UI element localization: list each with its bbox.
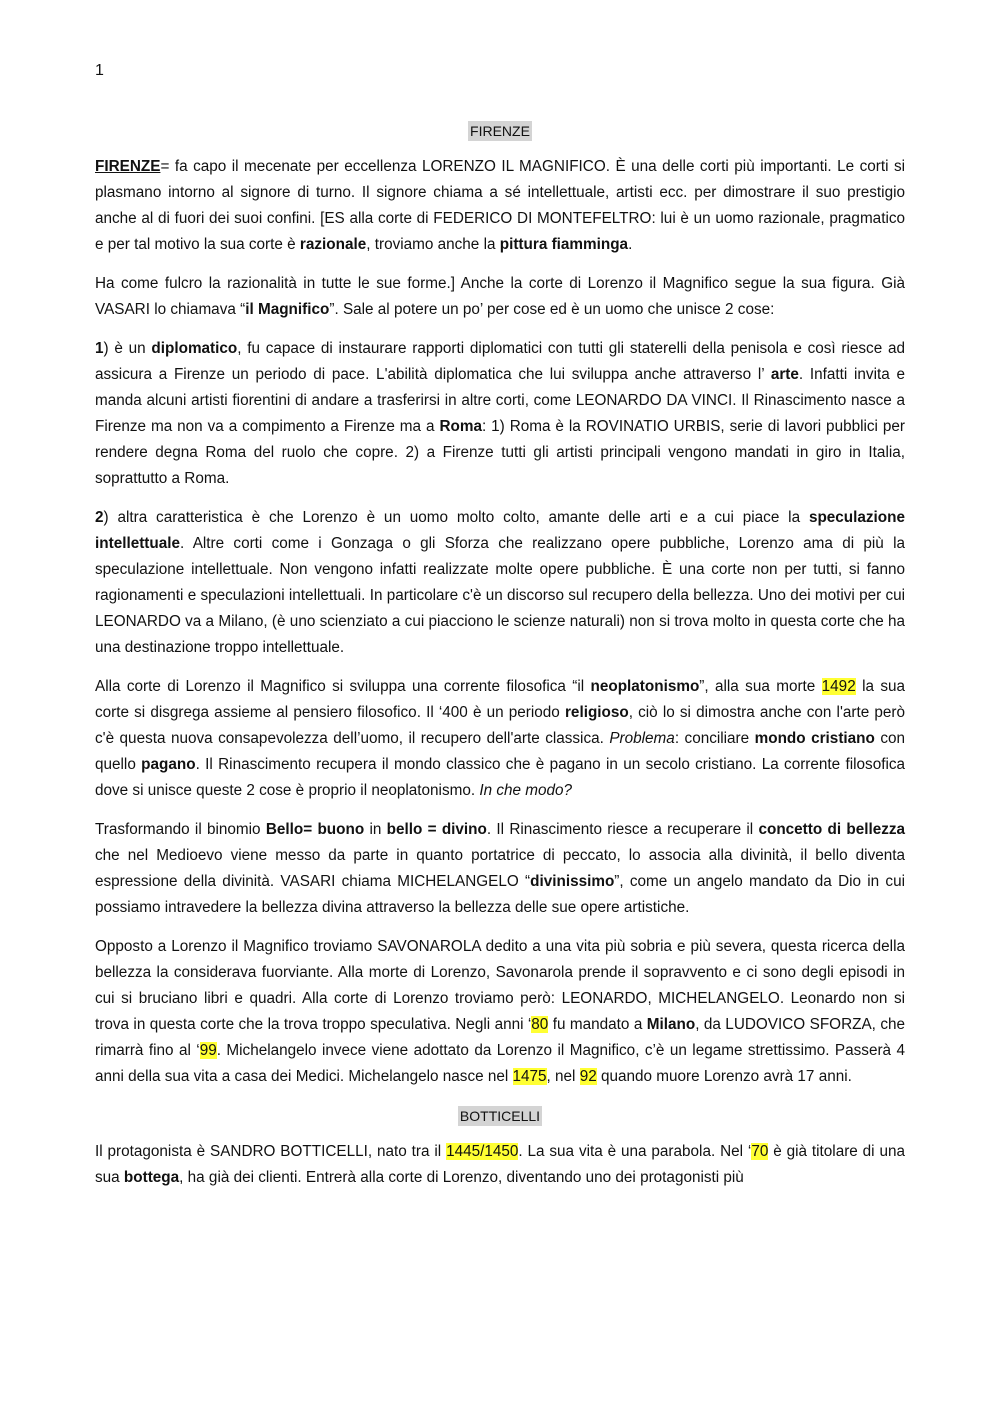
text-run: ) è un — [103, 340, 152, 357]
text-run: , ciò lo si dimostra anche con l'arte però c'è questa nuova consapevolezza dell’uomo, il recupero dell'arte classica. — [95, 704, 905, 747]
text-run: bottega — [123, 1169, 180, 1186]
text-run: Trasformando il binomio — [95, 821, 266, 838]
text-run: 1445/1450 — [446, 1143, 519, 1160]
text-run: Alla corte di Lorenzo il Magnifico si sviluppa una corrente filosofica “il — [95, 678, 591, 695]
document-body — [95, 118, 905, 1204]
text-run: speculazione intellettuale — [95, 509, 905, 552]
text-run: con quello — [95, 730, 906, 773]
text-run: quando muore Lorenzo avrà 17 anni. — [596, 1068, 852, 1085]
paragraph — [95, 934, 905, 1090]
text-run: Il protagonista è SANDRO BOTTICELLI, nato tra il — [95, 1143, 447, 1160]
text-run: : 1) Roma è la ROVINATIO URBIS, serie di lavori pubblici per rendere degna Roma del ruolo che copre. 2) a Firenze tutti gli artisti principali vengono mandati in giro in Italia, soprattutto a Roma. — [95, 418, 905, 487]
text-run: . Il Rinascimento riesce a recuperare il — [486, 821, 759, 838]
text-run: 99 — [199, 1042, 217, 1059]
text-run: Opposto a Lorenzo il Magnifico troviamo SAVONAROLA dedito a una vita più sobria e più severa, questa ricerca della bellezza la considerava fuorviante. Alla morte di Lorenzo, Savonarola prende il sopravvento e ci sono degli episodi in cui si bruciano libri e quadri. Alla corte di Lorenzo troviamo però: LEONARDO, MICHELANGELO. Leonardo non si trova in questa corte che la trova troppo speculativa. Negli anni ‘ — [95, 938, 905, 1033]
paragraph — [95, 271, 905, 323]
text-run: . — [628, 236, 633, 253]
text-run: fu mandato a — [548, 1016, 647, 1033]
text-run: mondo cristiano — [754, 730, 875, 747]
text-run: ”. Sale al potere un po’ per cose ed è un uomo che unisce 2 cose: — [329, 301, 775, 318]
text-run: Problema — [609, 730, 675, 747]
text-run: diplomatico — [151, 340, 238, 357]
text-run: : conciliare — [674, 730, 755, 747]
text-run: in — [364, 821, 387, 838]
text-run: . Altre corti come i Gonzaga o gli Sforza che realizzano opere pubbliche, Lorenzo ama di più la speculazione intellettuale. Non vengono infatti realizzate molte opere pubbliche. È una corte non per tutti, si fanno ragionamenti e speculazioni intellettuali. In particolare c'è un discorso sul recupero della bellezza. Uno dei motivi per cui LEONARDO va a Milano, (è uno scienziato a cui piacciono le scienze naturali) non si trova molto in questa corte che ha una destinazione troppo intellettuale. — [95, 535, 905, 656]
text-run: 70 — [751, 1143, 769, 1160]
text-run: 80 — [531, 1016, 549, 1033]
text-run: Ha come fulcro la razionalità in tutte le sue forme.] Anche la corte di Lorenzo il Magnifico segue la sua figura. Già VASARI lo chiamava “ — [95, 275, 905, 318]
text-run: 2 — [95, 509, 104, 526]
text-run: neoplatonismo — [590, 678, 700, 695]
paragraph — [95, 154, 905, 258]
text-run: 92 — [579, 1068, 597, 1085]
text-run: ”, alla sua morte — [699, 678, 822, 695]
text-run: , fu capace di instaurare rapporti diplomatici con tutti gli staterelli della penisola e così riesce ad assicura a Firenze un periodo di pace. L'abilità diplomatica che lui sviluppa anche attraverso l’ — [95, 340, 905, 383]
text-run: , da LUDOVICO SFORZA, che rimarrà fino al ‘ — [95, 1016, 905, 1059]
section-heading-botticelli: BOTTICELLI — [459, 1108, 541, 1124]
text-run: 1 — [95, 340, 104, 357]
text-run: ) altra caratteristica è che Lorenzo è un uomo molto colto, amante delle arti e a cui piace la — [103, 509, 809, 526]
section-heading-firenze: FIRENZE — [470, 123, 530, 139]
text-run: In che modo? — [479, 782, 573, 799]
text-run: . Infatti invita e manda alcuni artisti fiorentini di andare a trasferirsi in altre corti, come LEONARDO DA VINCI. Il Rinascimento nasce a Firenze ma non va a compimento a Firenze ma a — [95, 366, 905, 435]
text-run: ”, come un angelo mandato da Dio in cui possiamo intravedere la bellezza divina attraverso la bellezza delle sue opere artistiche. — [95, 873, 905, 916]
text-run: 1475 — [512, 1068, 547, 1085]
text-run: pagano — [141, 756, 196, 773]
text-run: . La sua vita è una parabola. Nel ‘ — [518, 1143, 752, 1160]
text-run: Milano — [646, 1016, 696, 1033]
text-run: arte — [770, 366, 799, 383]
text-run: Roma — [439, 418, 482, 435]
text-run: il Magnifico — [245, 301, 330, 318]
text-run: la sua corte si disgrega assieme al pensiero filosofico. Il ‘400 è un periodo — [95, 678, 905, 721]
paragraph — [95, 336, 905, 492]
paragraph — [95, 505, 905, 661]
text-run: . Michelangelo invece viene adottato da Lorenzo il Magnifico, c’è un legame strettissimo. Passerà 4 anni della sua vita a casa dei Medici. Michelangelo nasce nel — [95, 1042, 905, 1085]
paragraph — [95, 674, 905, 804]
text-run: . Il Rinascimento recupera il mondo classico che è pagano in un secolo cristiano. La corrente filosofica dove si unisce queste 2 cose è proprio il neoplatonismo. — [95, 756, 906, 799]
paragraph — [95, 1139, 905, 1191]
text-run: è già titolare di una sua — [95, 1143, 905, 1186]
text-run: religioso — [564, 704, 629, 721]
page-number: 1 — [95, 62, 104, 79]
text-run: Bello= buono — [265, 821, 365, 838]
text-run: pittura fiamminga — [499, 236, 629, 253]
text-run: , ha già dei clienti. Entrerà alla corte di Lorenzo, diventando uno dei protagonisti più — [179, 1169, 744, 1186]
text-run: che nel Medioevo viene messo da parte in quanto portatrice di peccato, lo associa alla divinità, il bello diventa espressione della divinità. VASARI chiama MICHELANGELO “ — [95, 847, 905, 890]
text-run: , troviamo anche la — [366, 236, 500, 253]
text-run: 1492 — [821, 678, 856, 695]
paragraph — [95, 817, 905, 921]
text-run: = fa capo il mecenate per eccellenza LORENZO IL MAGNIFICO. È una delle corti più importanti. Le corti si plasmano intorno al signore di turno. Il signore chiama a sé intellettuale, artisti ecc. per dimostrare il suo prestigio anche al di fuori dei suoi confini. [ES alla corte di FEDERICO DI MONTEFELTRO: lui è un uomo razionale, pragmatico e per tal motivo la sua corte è — [95, 158, 905, 253]
text-run: , nel — [546, 1068, 580, 1085]
text-run: concetto di bellezza — [758, 821, 906, 838]
text-run: FIRENZE — [95, 158, 161, 175]
text-run: divinissimo — [530, 873, 615, 890]
text-run: bello = divino — [386, 821, 487, 838]
text-run: razionale — [299, 236, 367, 253]
